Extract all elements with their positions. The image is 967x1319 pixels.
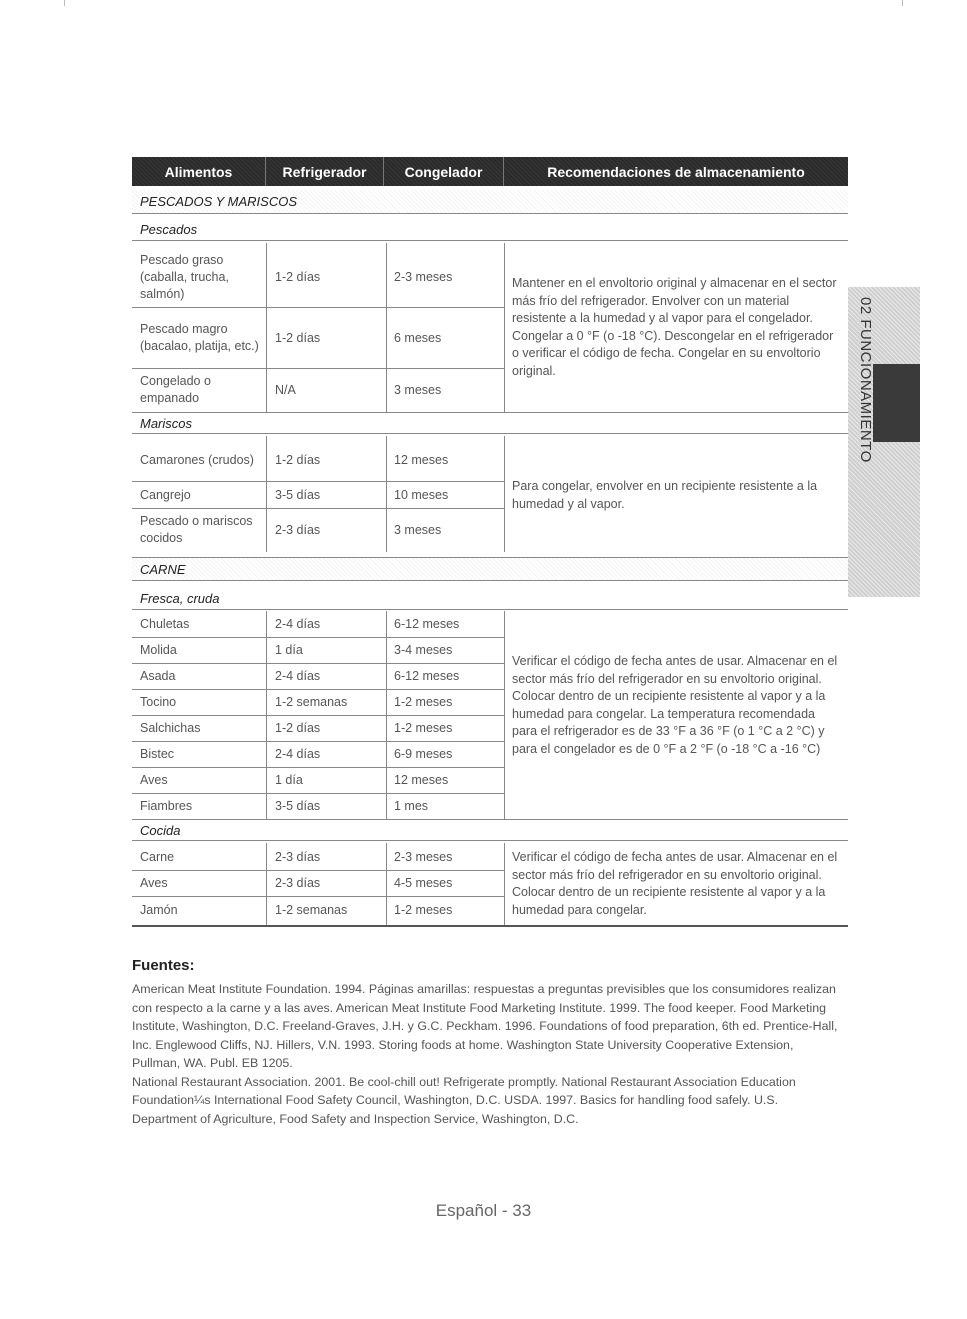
freezer-cell: 12 meses — [394, 773, 449, 787]
chapter-tab-marker — [873, 364, 920, 442]
freezer-cell: 12 meses — [394, 452, 449, 467]
header-refrigerador: Refrigerador — [266, 157, 384, 186]
food-cell: Congelado o empanado — [140, 374, 211, 405]
food-cell: Jamón — [140, 903, 178, 917]
freezer-cell: 6 meses — [394, 330, 442, 345]
fridge-cell: 2-4 días — [275, 617, 321, 631]
fridge-cell: 3-5 días — [275, 798, 321, 813]
section-title-pescados: PESCADOS Y MARISCOS — [132, 190, 848, 214]
food-cell: Pescado o mariscos cocidos — [140, 514, 253, 545]
header-recomendaciones: Recomendaciones de almacenamiento — [547, 163, 805, 180]
food-cell: Tocino — [140, 695, 177, 709]
header-congelador: Congelador — [384, 157, 504, 186]
food-cell: Aves — [140, 875, 168, 890]
food-cell: Asada — [140, 669, 176, 683]
column-divider — [266, 436, 267, 552]
column-divider — [386, 436, 387, 552]
freezer-cell: 1-2 meses — [394, 721, 453, 735]
column-divider — [386, 243, 387, 412]
freezer-cell: 6-12 meses — [394, 617, 460, 631]
sources-paragraph: American Meat Institute Foundation. 1994. Páginas amarillas: respuestas a preguntas previsibles que los consumidores realizan con respecto a la carne y a las aves. American Meat Institute Food Marketing Institute. 1999. The food keeper. Food Marketing Institute, Washington, D.C. Freeland-Graves, J.H. y G.C. Peckham. 1996. Foundations of food preparation, 6th ed. Prentice-Hall, Inc. Englewood Cliffs, NJ. Hillers, V.N. 1993. Storing foods at home. Washington State University Cooperative Extension, Pullman, WA. Publ. EB 1205. — [132, 982, 838, 1070]
freezer-cell: 3 meses — [394, 522, 442, 537]
fridge-cell: 2-3 días — [275, 849, 321, 864]
section-title-carne: CARNE — [132, 557, 848, 581]
row-divider — [132, 896, 504, 897]
food-cell: Fiambres — [140, 798, 193, 813]
column-divider — [504, 243, 505, 412]
column-divider — [504, 436, 505, 552]
freezer-cell: 2-3 meses — [394, 269, 453, 284]
column-divider — [504, 843, 505, 925]
freezer-cell: 6-9 meses — [394, 747, 453, 761]
food-cell: Salchichas — [140, 721, 201, 735]
fridge-cell: 1-2 semanas — [275, 695, 348, 709]
recommendation-text: Mantener en el envoltorio original y almacenar en el sector más frío del refrigerador. Envolver con un material resistente a la humedad y al vapor para el congelador. Congelar a 0 °F (o -18 °C). Descongelar en el refrigerador o verificar el código de fecha. Congelar en su envoltorio original. — [512, 276, 837, 378]
row-divider — [132, 481, 504, 482]
fridge-cell: 3-5 días — [275, 487, 321, 502]
subsection-mariscos: Mariscos — [132, 412, 848, 434]
freezer-cell: 10 meses — [394, 487, 449, 502]
fridge-cell: 2-3 días — [275, 522, 321, 537]
freezer-cell: 2-3 meses — [394, 849, 453, 864]
column-divider — [266, 843, 267, 925]
food-cell: Pescado magro (bacalao, platija, etc.) — [140, 322, 259, 353]
crop-mark — [902, 0, 903, 6]
sources-title: Fuentes: — [132, 957, 195, 974]
subsection-cocida: Cocida — [132, 819, 848, 841]
food-cell: Chuletas — [140, 617, 190, 631]
recommendation-text: Para congelar, envolver en un recipiente resistente a la humedad y al vapor. — [512, 479, 818, 511]
column-divider — [504, 611, 505, 819]
recommendation-text: Verificar el código de fecha antes de usar. Almacenar en el sector más frío del refrigerador en su envoltorio original. Colocar dentro de un recipiente resistente al vapor y a la humedad para congelar. — [512, 850, 838, 917]
food-cell: Bistec — [140, 747, 175, 761]
recommendation-text: Verificar el código de fecha antes de usar. Almacenar en el sector más frío del refrigerador en su envoltorio original. Colocar dentro de un recipiente resistente al vapor y a la humedad para congelar. La temperatura recomendada para el refrigerador es de 33 °F a 36 °F (o 1 °C a 2 °C) y para el congelador es de 0 °F a 2 °F (o -18 °C a -16 °C) — [512, 654, 838, 756]
row-divider — [132, 307, 504, 308]
sources-paragraph: National Restaurant Association. 2001. Be cool-chill out! Refrigerate promptly. National Restaurant Association Education Foundation¼s International Food Safety Council, Washington, D.C. USDA. 1997. Basics for handling food safely. U.S. Department of Agriculture, Food Safety and Inspection Service, Washington, D.C. — [132, 1074, 796, 1126]
row-divider — [132, 508, 504, 509]
freezer-cell: 1-2 meses — [394, 903, 453, 917]
fridge-cell: 1 día — [275, 773, 303, 787]
food-cell: Aves — [140, 773, 168, 787]
freezer-cell: 1-2 meses — [394, 695, 453, 709]
column-divider — [386, 843, 387, 925]
crop-mark — [64, 0, 65, 6]
freezer-cell: 6-12 meses — [394, 669, 460, 683]
column-divider — [386, 611, 387, 819]
subsection-pescados: Pescados — [132, 219, 848, 241]
fridge-cell: 2-3 días — [275, 875, 321, 890]
food-cell: Cangrejo — [140, 487, 191, 502]
fridge-cell: N/A — [275, 382, 296, 397]
sources-body — [132, 980, 842, 1128]
column-divider — [266, 243, 267, 412]
page-footer: Español - 33 — [435, 1201, 532, 1220]
row-divider — [132, 368, 504, 369]
chapter-tab-label: 02 FUNCIONAMIENTO — [857, 297, 874, 463]
food-cell: Carne — [140, 849, 175, 864]
fridge-cell: 1-2 días — [275, 269, 321, 284]
fridge-cell: 1-2 días — [275, 330, 321, 345]
fridge-cell: 2-4 días — [275, 747, 321, 761]
freezer-cell: 3-4 meses — [394, 643, 453, 657]
fridge-cell: 1-2 semanas — [275, 903, 348, 917]
fridge-cell: 1 día — [275, 643, 303, 657]
fridge-cell: 2-4 días — [275, 669, 321, 683]
food-cell: Pescado graso (caballa, trucha, salmón) — [140, 252, 229, 301]
subsection-fresca: Fresca, cruda — [132, 588, 848, 610]
fridge-cell: 1-2 días — [275, 721, 321, 735]
table-header — [132, 157, 848, 186]
food-cell: Molida — [140, 643, 177, 657]
freezer-cell: 1 mes — [394, 798, 429, 813]
food-cell: Camarones (crudos) — [140, 452, 254, 467]
table-bottom-rule — [132, 925, 848, 927]
freezer-cell: 3 meses — [394, 382, 442, 397]
fridge-cell: 1-2 días — [275, 452, 321, 467]
column-divider — [266, 611, 267, 819]
header-alimentos: Alimentos — [132, 157, 266, 186]
freezer-cell: 4-5 meses — [394, 875, 453, 890]
